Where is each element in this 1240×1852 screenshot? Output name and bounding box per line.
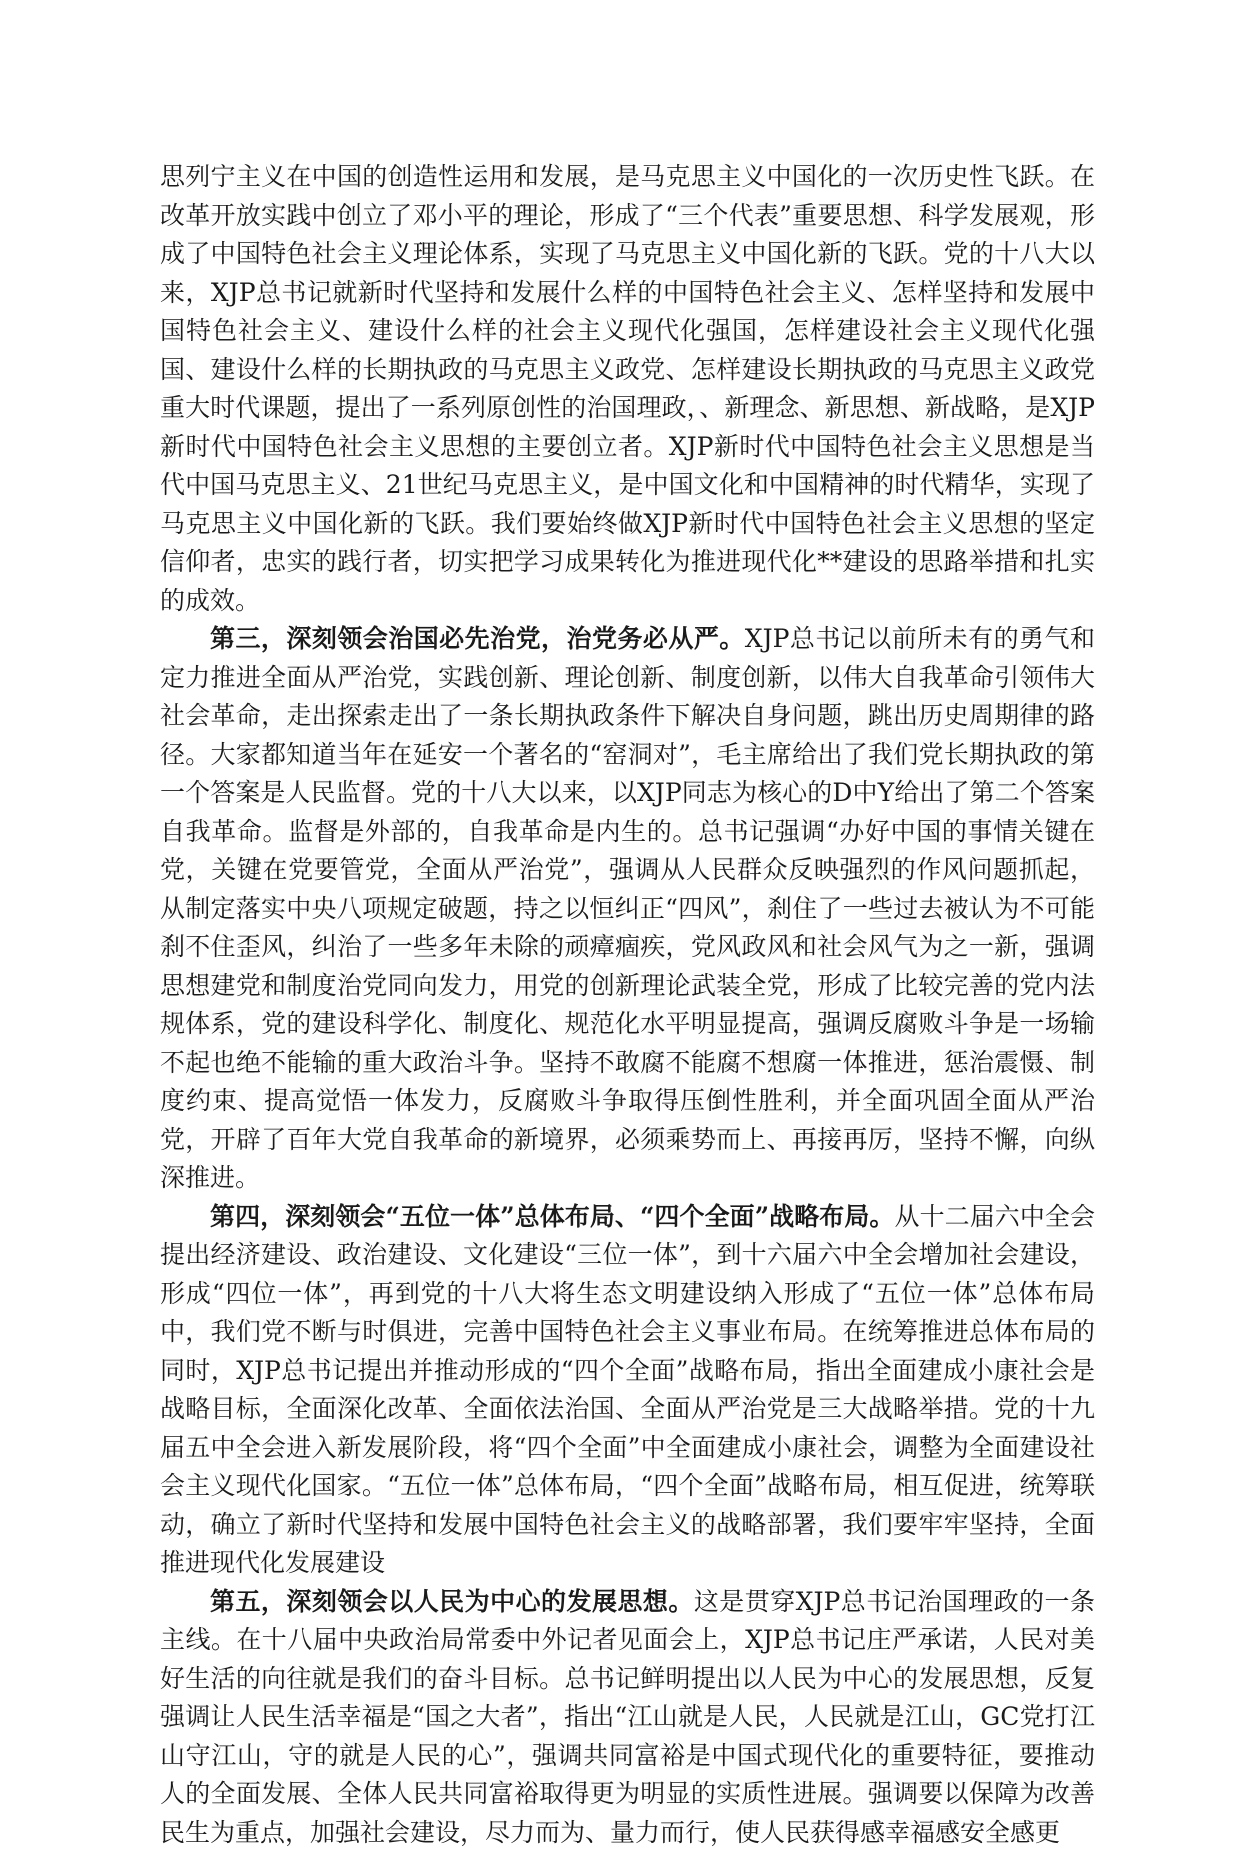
- paragraph-heading: 第三，深刻领会治国必先治党，治党务必从严。: [210, 624, 745, 653]
- paragraph-body: 思列宁主义在中国的创造性运用和发展，是马克思主义中国化的一次历史性飞跃。在改革开放实践中创立了邓小平的理论，形成了“三个代表”重要思想、科学发展观，形成了中国特色社会主义理论体系，实现了马克思主义中国化新的飞跃。党的十八大以来，XJP总书记就新时代坚持和发展什么样的中国特色社会主义、怎样坚持和发展中国特色社会主义、建设什么样的社会主义现代化强国，怎样建设社会主义现代化强国、建设什么样的长期执政的马克思主义政党、怎样建设长期执政的马克思主义政党重大时代课题，提出了一系列原创性的治国理政，、新理念、新思想、新战略，是XJP新时代中国特色社会主义思想的主要创立者。XJP新时代中国特色社会主义思想是当代中国马克思主义、21世纪马克思主义，是中国文化和中国精神的时代精华，实现了马克思主义中国化新的飞跃。我们要始终做XJP新时代中国特色社会主义思想的坚定信仰者，忠实的践行者，切实把学习成果转化为推进现代化**建设的思路举措和扎实的成效。: [160, 162, 1095, 615]
- paragraph-fifth-point: [160, 1583, 1095, 1852]
- paragraph-continuation: [160, 158, 1095, 620]
- paragraph-body: 这是贯穿XJP总书记治国理政的一条主线。在十八届中央政治局常委中外记者见面会上，XJP总书记庄严承诺，人民对美好生活的向往就是我们的奋斗目标。总书记鲜明提出以人民为中心的发展思想，反复强调让人民生活幸福是“国之大者”，指出“江山就是人民，人民就是江山，GC党打江山守江山，守的就是人民的心”，强调共同富裕是中国式现代化的重要特征，要推动人的全面发展、全体人民共同富裕取得更为明显的实质性进展。强调要以保障为改善民生为重点，加强社会建设，尽力而为、量力而行，使人民获得感幸福感安全感更: [160, 1587, 1095, 1847]
- paragraph-body: XJP总书记以前所未有的勇气和定力推进全面从严治党，实践创新、理论创新、制度创新，以伟大自我革命引领伟大社会革命，走出探索走出了一条长期执政条件下解决自身问题，跳出历史周期律的路径。大家都知道当年在延安一个著名的“窑洞对”，毛主席给出了我们党长期执政的第一个答案是人民监督。党的十八大以来，以XJP同志为核心的D中Y给出了第二个答案自我革命。监督是外部的，自我革命是内生的。总书记强调“办好中国的事情关键在党，关键在党要管党，全面从严治党”，强调从人民群众反映强烈的作风问题抓起，从制定落实中央八项规定破题，持之以恒纠正“四风”，刹住了一些过去被认为不可能刹不住歪风，纠治了一些多年未除的顽瘴痼疾，党风政风和社会风气为之一新，强调思想建党和制度治党同向发力，用党的创新理论武装全党，形成了比较完善的党内法规体系，党的建设科学化、制度化、规范化水平明显提高，强调反腐败斗争是一场输不起也绝不能输的重大政治斗争。坚持不敢腐不能腐不想腐一体推进，惩治震慑、制度约束、提高觉悟一体发力，反腐败斗争取得压倒性胜利，并全面巩固全面从严治党，开辟了百年大党自我革命的新境界，必须乘势而上、再接再厉，坚持不懈，向纵深推进。: [160, 624, 1095, 1192]
- paragraph-third-point: [160, 620, 1095, 1198]
- paragraph-heading: 第五，深刻领会以人民为中心的发展思想。: [210, 1587, 694, 1616]
- paragraph-body: 从十二届六中全会提出经济建设、政治建设、文化建设“三位一体”，到十六届六中全会增加社会建设，形成“四位一体”，再到党的十八大将生态文明建设纳入形成了“五位一体”总体布局中，我们党不断与时俱进，完善中国特色社会主义事业布局。在统筹推进总体布局的同时，XJP总书记提出并推动形成的“四个全面”战略布局，指出全面建成小康社会是战略目标，全面深化改革、全面依法治国、全面从严治党是三大战略举措。党的十九届五中全会进入新发展阶段，将“四个全面”中全面建成小康社会，调整为全面建设社会主义现代化国家。“五位一体”总体布局，“四个全面”战略布局，相互促进，统筹联动，确立了新时代坚持和发展中国特色社会主义的战略部署，我们要牢牢坚持，全面推进现代化发展建设: [160, 1202, 1095, 1578]
- paragraph-heading: 第四，深刻领会“五位一体”总体布局、“四个全面”战略布局。: [210, 1202, 895, 1231]
- paragraph-fourth-point: [160, 1198, 1095, 1583]
- document-body: [160, 158, 1095, 1852]
